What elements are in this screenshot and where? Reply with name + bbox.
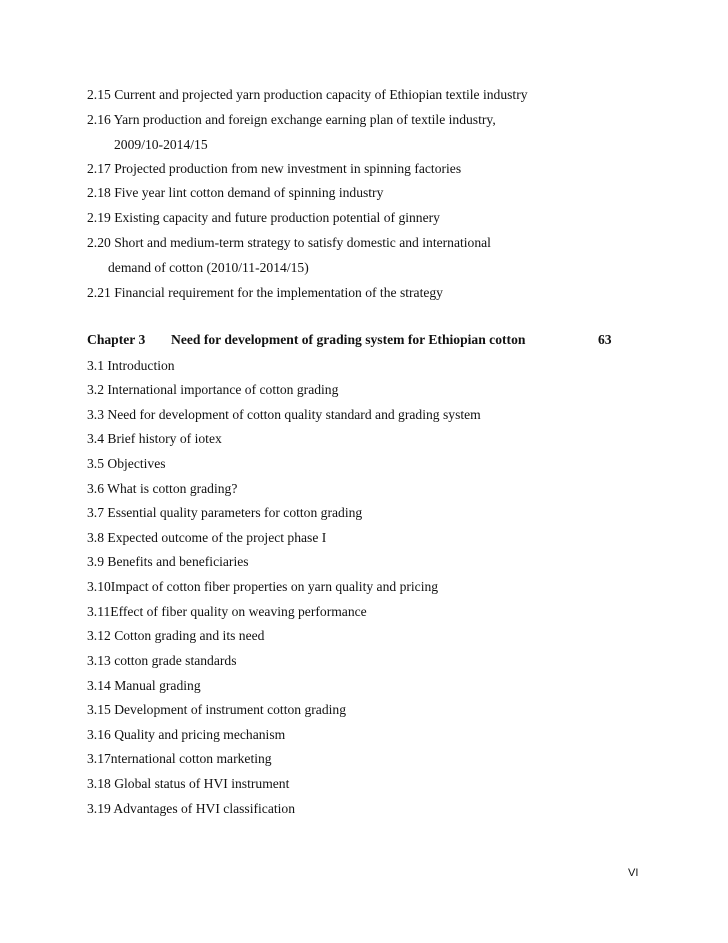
- section-entry: 3.15 Development of instrument cotton grading: [87, 702, 346, 717]
- section-entry: 3.19 Advantages of HVI classification: [87, 801, 296, 816]
- section-entry: 3.1 Introduction: [87, 358, 175, 373]
- section-entry: 3.10Impact of cotton fiber properties on yarn quality and pricing: [87, 579, 439, 594]
- section-entry: 3.16 Quality and pricing mechanism: [87, 727, 286, 742]
- section-entry: 3.3 Need for development of cotton quality standard and grading system: [87, 407, 481, 422]
- toc-entry-2-19: 2.19 Existing capacity and future production potential of ginnery: [87, 210, 440, 225]
- section-entry: 3.8 Expected outcome of the project phase I: [87, 530, 327, 545]
- section-entry: 3.17nternational cotton marketing: [87, 751, 272, 766]
- chapter-number: Chapter 3: [87, 332, 146, 347]
- section-entry: 3.4 Brief history of iotex: [87, 431, 222, 446]
- section-entry: 3.9 Benefits and beneficiaries: [87, 554, 249, 569]
- toc-entry-2-20: 2.20 Short and medium-term strategy to satisfy domestic and international: [87, 235, 491, 250]
- toc-entry-2-18: 2.18 Five year lint cotton demand of spinning industry: [87, 185, 384, 200]
- chapter-heading: [87, 332, 627, 348]
- section-entry: 3.14 Manual grading: [87, 678, 201, 693]
- toc-entry-2-16-continued: 2009/10-2014/15: [114, 137, 208, 152]
- section-entry: 3.7 Essential quality parameters for cotton grading: [87, 505, 363, 520]
- toc-entry-2-16: 2.16 Yarn production and foreign exchange earning plan of textile industry,: [87, 112, 496, 127]
- toc-entry-2-21: 2.21 Financial requirement for the implementation of the strategy: [87, 285, 443, 300]
- section-entry: 3.11Effect of fiber quality on weaving performance: [87, 604, 367, 619]
- toc-entry-2-20-continued: demand of cotton (2010/11-2014/15): [108, 260, 309, 275]
- section-entry: 3.6 What is cotton grading?: [87, 481, 238, 496]
- toc-entry-2-17: 2.17 Projected production from new investment in spinning factories: [87, 161, 462, 176]
- chapter-page-number: 63: [598, 332, 612, 347]
- section-entry: 3.18 Global status of HVI instrument: [87, 776, 290, 791]
- section-entry: 3.12 Cotton grading and its need: [87, 628, 265, 643]
- page-number: VI: [628, 867, 639, 879]
- chapter-title: Need for development of grading system for Ethiopian cotton: [171, 332, 526, 347]
- section-entry: 3.2 International importance of cotton grading: [87, 382, 339, 397]
- section-entry: 3.5 Objectives: [87, 456, 166, 471]
- toc-entry-2-15: 2.15 Current and projected yarn production capacity of Ethiopian textile industry: [87, 87, 528, 102]
- section-entry: 3.13 cotton grade standards: [87, 653, 237, 668]
